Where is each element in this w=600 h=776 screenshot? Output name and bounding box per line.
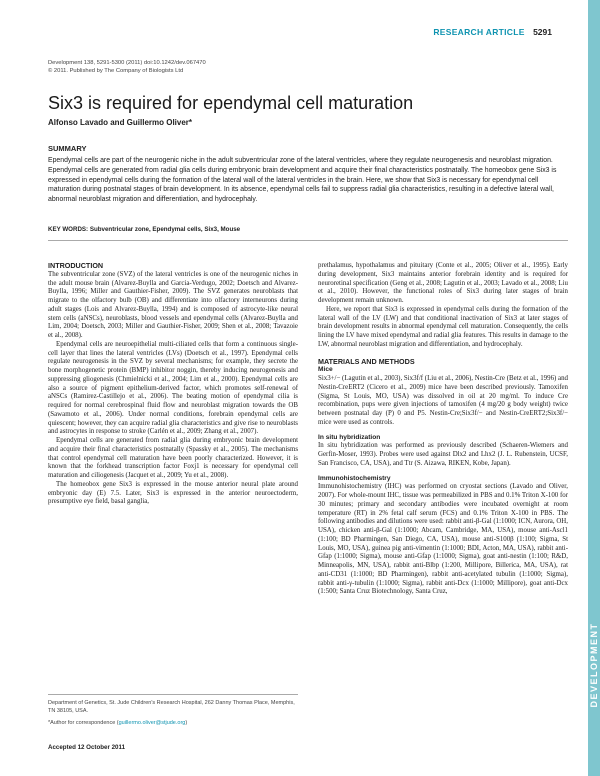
section-divider (48, 240, 568, 241)
footnote-block (48, 700, 298, 728)
article-type-label: RESEARCH ARTICLE (433, 27, 525, 37)
keywords-label: KEY WORDS: (48, 226, 89, 233)
summary-text: Ependymal cells are part of the neurogenic niche in the adult subventricular zone of the lateral ventricles, where they regulate neurogenesis and neuroblast migration. Ependymal cells are generated from radial glia cells during embryonic brain development and acquire their final characteristics postnatally. The homeobox gene Six3 is expressed in ependymal cells during the formation of the lateral wall of the lateral ventricles in the brain. Here, we show that Six3 is necessary for ependymal cell maturation during postnatal stages of brain development. In its absence, ependymal cells fail to suppress radial glia characteristics, resulting in a defective lateral wall, abnormal neuroblast migration and differentiation, and hydrocephaly. (48, 157, 557, 204)
article-authors: Alfonso Lavado and Guillermo Oliver* (48, 118, 193, 127)
article-title: Six3 is required for ependymal cell maturation (48, 93, 414, 113)
citation-line: Development 138, 5291-5300 (2011) doi:10.1242/dev.067470 (48, 60, 206, 66)
right-column (318, 262, 568, 597)
keywords-list: Subventricular zone, Ependymal cells, Six3, Mouse (89, 226, 241, 233)
correspondence-line (48, 720, 298, 728)
copyright-line: © 2011. Published by The Company of Biologists Ltd (48, 68, 184, 74)
intro-paragraph: Ependymal cells are generated from radial glia during embryonic brain development and acquire their final characteristics postnatally (Spassky et al., 2005). The mechanisms that control ependymal cell maturation have been poorly characterized. However, it is known that the forkhead transcription factor Foxj1 is necessary for ependymal cell maturation and ciliogenesis (Jacquet et al., 2009; Yu et al., 2008). (48, 437, 298, 479)
intro-paragraph: Ependymal cells are neuroepithelial multi-ciliated cells that form a continuous single-cell layer that lines the lateral ventricles (LVs) (Doetsch et al., 1997). Ependymal cells regulate neurogenesis in the SVZ by several mechanisms; for example, they secrete the bone morphogenetic protein (BMP) inhibitor noggin, thereby inducing neurogenesis and suppressing gliogenesis (Chmielnicki et al., 2004; Lim et al., 2000). Ependymal cells are also a source of pigment epithelium-derived factor, which promotes self-renewal of aNSCs (Ramirez-Castillejo et al., 2006). The beating motion of ependymal cilia is required for normal cerebrospinal fluid flow and neuroblast migration towards the OB (Sawamoto et al., 2006). Under normal conditions, forebrain ependymal cells are quiescent; however, they can acquire radial glia characteristics and give rise to neuroblasts and astrocytes in response to stroke (Carlén et al., 2009; Zhang et al., 2007). (48, 340, 298, 436)
methods-heading: MATERIALS AND METHODS (318, 356, 415, 366)
mice-heading: Mice (318, 366, 333, 374)
accepted-date: Accepted 12 October 2011 (48, 744, 126, 751)
journal-sidebar-label (586, 605, 600, 725)
immunohistochemistry-paragraph: Immunohistochemistry (IHC) was performed on cryostat sections (Lavado and Oliver, 2007). For whole-mount IHC, tissue was permeabilized in PBS and 0.1% Triton X-100 for 30 minutes; primary and secondary antibodies were incubated overnight at room temperature (RT) in 2% fetal calf serum (FCS) and 0.1% Triton X-100 in PBS. The following antibodies and dilutions were used: rabbit anti-β-Gal (1:1000; ICN, Aurora, OH, USA), chicken anti-β-Gal (1:1000; Abcam, Cambridge, MA, USA), mouse anti-Ascl1 (1:100; BD Pharmingen, San Diego, CA, USA), mouse anti-S100β (1:100; Sigma, St Louis, MO, USA), guinea pig anti-vimentin (1:1000; BDI, Acton, MA, USA), rabbit anti-Gfap (1:1000; Sigma), mouse anti-Gfap (1:1000; Sigma), goat anti-nestin (1:100; R&D, Minneapolis, MN, USA), rabbit anti-Blbp (1:200, Millipore, Billerica, MA, USA), rat anti-CD31 (1:1000; BD Pharmingen), rabbit anti-acetylated tubulin (1:1000; Sigma), rabbit anti-γ-tubulin (1:1000; Sigma), rabbit anti-Dcx (1:1000; Millipore), goat anti-Dcx (1:500; Santa Cruz Biotechnology, Santa Cruz, (318, 483, 568, 596)
journal-name: DEVELOPMENT (589, 622, 599, 708)
keywords (48, 226, 240, 233)
affiliation: Department of Genetics, St. Jude Children's Research Hospital, 262 Danny Thomas Place, Memphis, TN 38105, USA. (48, 700, 295, 714)
in-situ-paragraph: In situ hybridization was performed as previously described (Schaeren-Wiemers and Gerfin-Moser, 1993). Probes were used against Dlx2 and Lhx2 (J. L. Rubenstein, UCSF, San Francisco, CA, USA), and Ttr (S. Aizawa, RIKEN, Kobe, Japan). (318, 442, 568, 467)
footnote-divider (48, 694, 298, 695)
page-number: 5291 (533, 27, 552, 37)
summary-heading: SUMMARY (48, 144, 87, 153)
citation-block (48, 59, 206, 75)
intro-paragraph: The subventricular zone (SVZ) of the lateral ventricles is one of the neurogenic niches in the adult mouse brain (Alvarez-Buylla and Garcia-Verdugo, 2002; Doetsch and Alvarez-Buylla, 1996; Miller and Gauthier-Fisher, 2009). The SVZ generates neuroblasts that migrate to the olfactory bulb (OB) and differentiate into olfactory interneurons during adult stages (Lois and Alvarez-Buylla, 1994) and is composed of astrocyte-like neural stem cells (aNSCs), neuroblasts, blood vessels and ependymal cells (Alvarez-Buylla and Lim, 2004; Doetsch, 2003; Miller and Gauthier-Fisher, 2009; Shen et al., 2008; Tavazoie et al., 2008). (48, 270, 298, 339)
correspondence-prefix: *Author for correspondence ( (48, 720, 119, 727)
correspondence-email-link[interactable]: guillermo.oliver@stjude.org (118, 720, 186, 727)
correspondence-suffix: ) (185, 720, 188, 727)
mice-paragraph: Six3+/− (Lagutin et al., 2003), Six3f/f (Liu et al., 2006), Nestin-Cre (Betz et al., 1996) and Nestin-CreERT2 (Cicero et al., 2009) mice have been described previously. Tamoxifen (Sigma, St Louis, MO, USA) was dissolved in oil at 20 mg/ml. To induce Cre recombination, pups were given injections of tamoxifen (4 mg/20 g body weight) twice between postnatal day (P) 0 and P5. Nestin-Cre;Six3f/− and Nestin-CreERT2;Six3f/− mice were used as controls. (318, 375, 568, 426)
intro-paragraph: prethalamus, hypothalamus and pituitary (Conte et al., 2005; Oliver et al., 1995). Early during development, Six3 maintains anterior forebrain identity and is required for neuroretinal specification (Geng et al., 2008; Lagutin et al., 2003; Lavado et al., 2008; Liu et al., 2010). However, the functional roles of Six3 during later stages of brain development remain unknown. (318, 262, 568, 304)
intro-paragraph: The homeobox gene Six3 is expressed in the mouse anterior neural plate around embryonic day (E) 7.5. Later, Six3 is expressed in the anterior neuroectoderm, presumptive eye field, basal ganglia, (48, 480, 298, 506)
in-situ-heading: In situ hybridization (318, 433, 381, 441)
running-header (433, 27, 552, 37)
intro-paragraph: Here, we report that Six3 is expressed in ependymal cells during the formation of the lateral wall of the LV (LW) and that conditional inactivation of Six3 at later stages of brain development results in abnormal ependymal cell maturation. Consequently, the cells lining the LV have mixed ependymal and radial glia features. This results in damage to the LW, abnormal neuroblast migration and differentiation, and hydrocephaly. (318, 305, 568, 348)
left-column (48, 262, 298, 507)
introduction-heading: INTRODUCTION (48, 261, 104, 270)
immunohistochemistry-heading: Immunohistochemistry (318, 474, 391, 482)
